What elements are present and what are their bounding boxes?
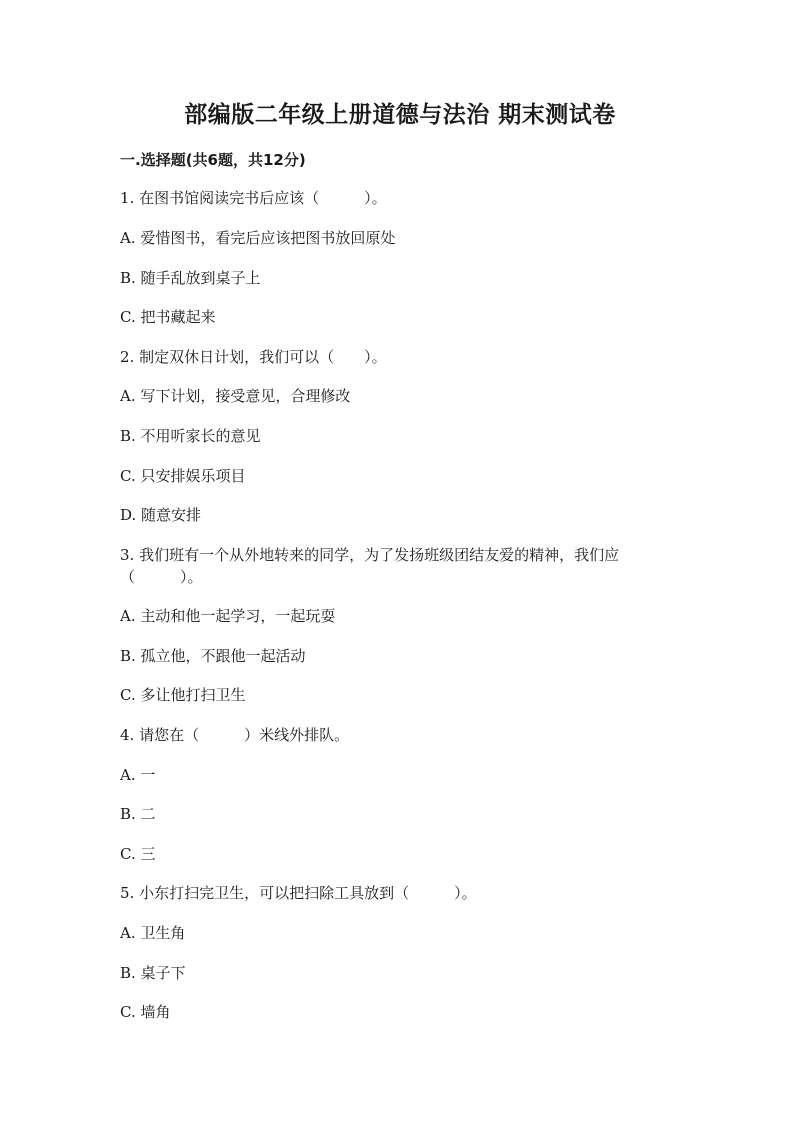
- question-4-option-c: C. 三: [120, 845, 156, 863]
- question-3-option-b: B. 孤立他，不跟他一起活动: [120, 647, 306, 665]
- question-3-option-a: A. 主动和他一起学习，一起玩耍: [120, 607, 336, 625]
- page-title: 部编版二年级上册道德与法治 期末测试卷: [184, 102, 616, 128]
- question-2-option-d: D. 随意安排: [120, 506, 202, 524]
- question-1-option-a: A. 爱惜图书，看完后应该把图书放回原处: [120, 229, 396, 247]
- question-3-stem-continued: （ ）。: [120, 568, 203, 586]
- question-1-option-c: C. 把书藏起来: [120, 308, 216, 326]
- question-3-stem: 3. 我们班有一个从外地转来的同学，为了发扬班级团结友爱的精神，我们应: [120, 546, 620, 564]
- question-1-stem: 1. 在图书馆阅读完书后应该（ ）。: [120, 189, 387, 207]
- question-2-option-c: C. 只安排娱乐项目: [120, 467, 246, 485]
- question-5-option-b: B. 桌子下: [120, 964, 186, 982]
- question-2-option-a: A. 写下计划，接受意见，合理修改: [120, 387, 351, 405]
- question-1-option-b: B. 随手乱放到桌子上: [120, 269, 261, 287]
- question-4-option-a: A. 一: [120, 766, 156, 784]
- question-2-option-b: B. 不用听家长的意见: [120, 427, 261, 445]
- question-3-option-c: C. 多让他打扫卫生: [120, 686, 246, 704]
- question-4-option-b: B. 二: [120, 805, 156, 823]
- question-5-option-c: C. 墙角: [120, 1003, 171, 1021]
- question-2-stem: 2. 制定双休日计划，我们可以（ ）。: [120, 348, 387, 366]
- question-5-option-a: A. 卫生角: [120, 924, 186, 942]
- section-heading: 一.选择题(共6题，共12分): [120, 151, 306, 169]
- question-5-stem: 5. 小东打扫完卫生，可以把扫除工具放到（ ）。: [120, 884, 477, 902]
- question-4-stem: 4. 请您在（ ）米线外排队。: [120, 726, 350, 744]
